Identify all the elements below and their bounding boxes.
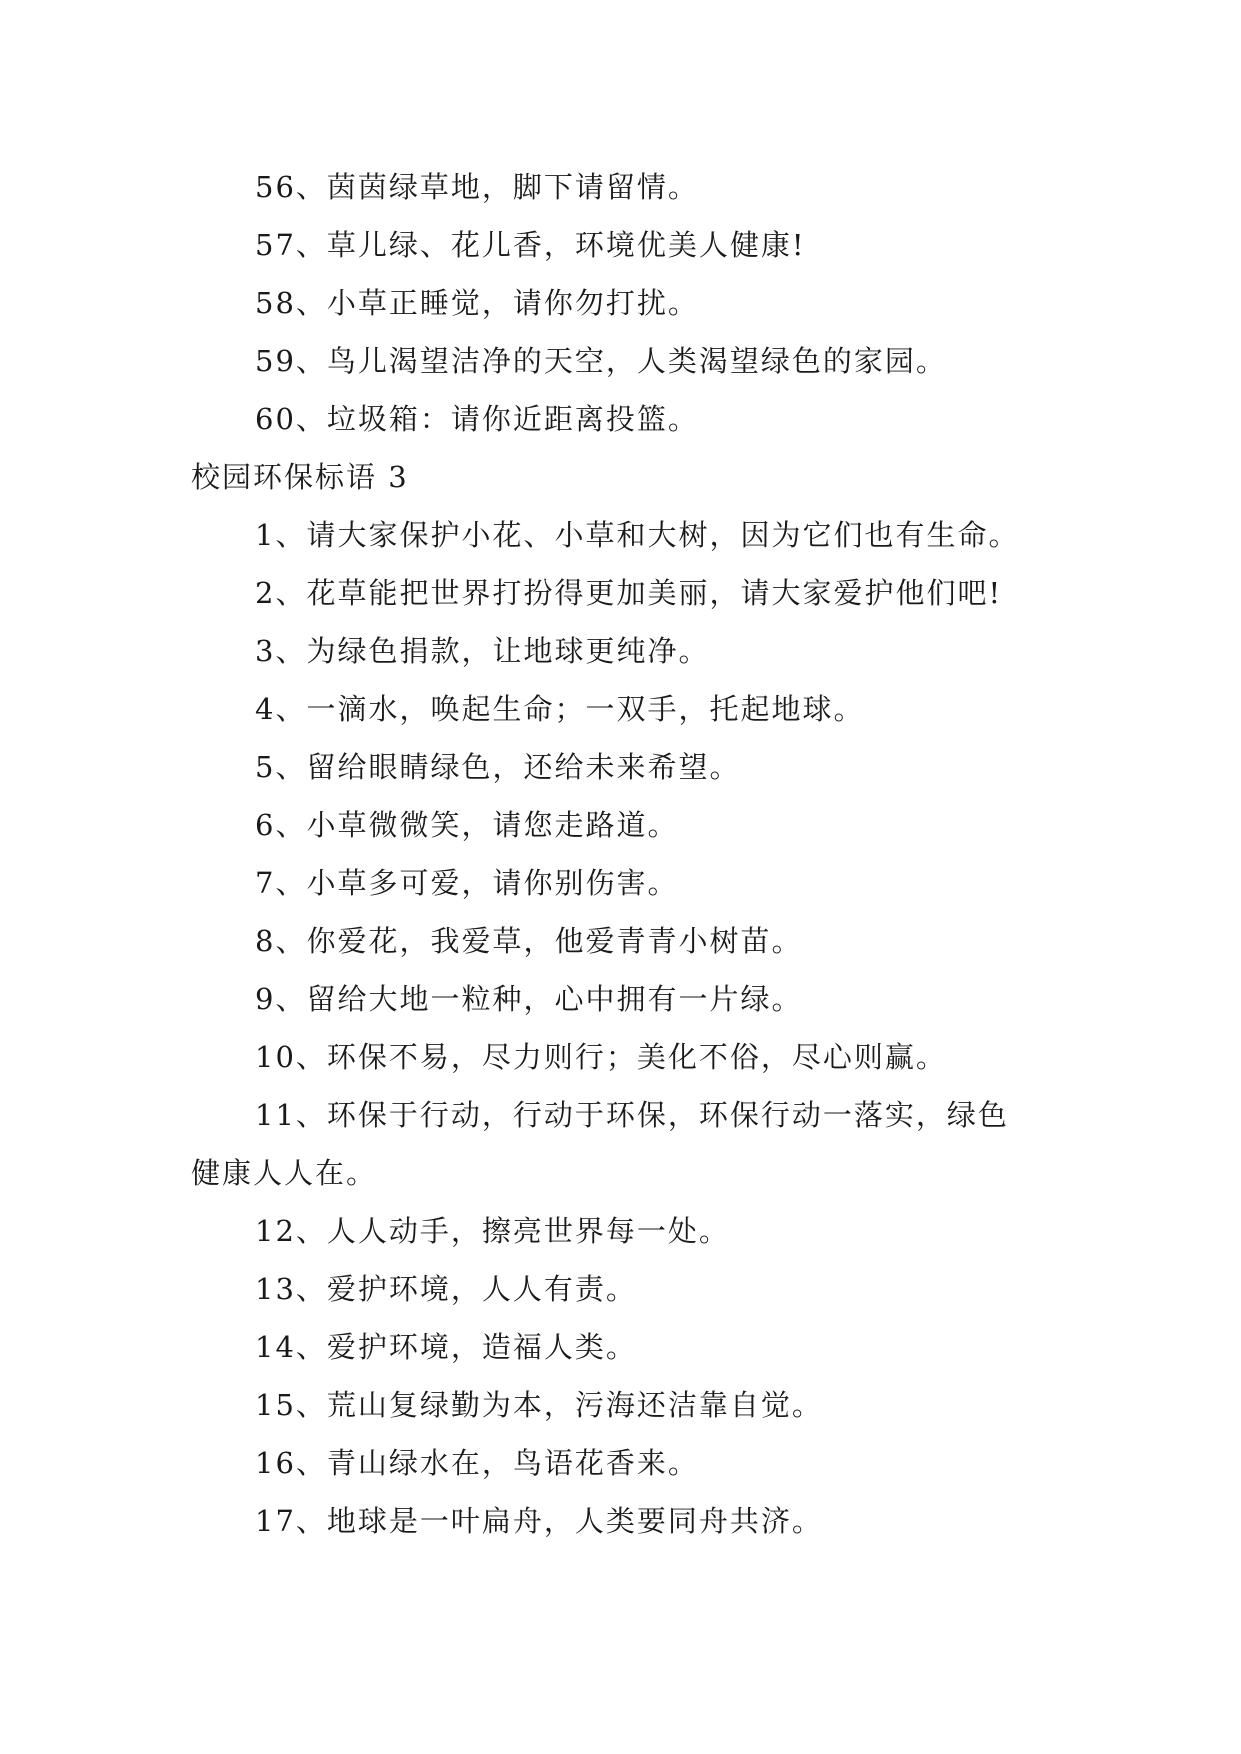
list-item: 7、小草多可爱，请你别伤害。	[255, 866, 679, 900]
section-heading: 校园环保标语 3	[191, 460, 409, 494]
list-item: 1、请大家保护小花、小草和大树，因为它们也有生命。	[255, 518, 1020, 552]
list-item: 6、小草微微笑，请您走路道。	[255, 808, 679, 842]
list-item: 58、小草正睡觉，请你勿打扰。	[255, 286, 699, 320]
list-item: 60、垃圾箱：请你近距离投篮。	[255, 402, 699, 436]
list-item: 59、鸟儿渴望洁净的天空，人类渴望绿色的家园。	[255, 344, 947, 378]
document-body	[191, 158, 1071, 1550]
list-item: 15、荒山复绿勤为本，污海还洁靠自觉。	[255, 1388, 823, 1422]
list-item: 16、青山绿水在，鸟语花香来。	[255, 1446, 699, 1480]
list-item: 4、一滴水，唤起生命；一双手，托起地球。	[255, 692, 865, 726]
list-item: 5、留给眼睛绿色，还给未来希望。	[255, 750, 741, 784]
list-item-wrapped-line-2: 健康人人在。	[191, 1156, 378, 1190]
list-item: 17、地球是一叶扁舟，人类要同舟共济。	[255, 1504, 823, 1538]
list-item: 12、人人动手，擦亮世界每一处。	[255, 1214, 730, 1248]
list-item: 3、为绿色捐款，让地球更纯净。	[255, 634, 710, 668]
list-item: 13、爱护环境，人人有责。	[255, 1272, 637, 1306]
list-item: 9、留给大地一粒种，心中拥有一片绿。	[255, 982, 803, 1016]
list-item: 2、花草能把世界打扮得更加美丽，请大家爱护他们吧!	[255, 576, 1003, 610]
list-item: 8、你爱花，我爱草，他爱青青小树苗。	[255, 924, 803, 958]
list-item: 14、爱护环境，造福人类。	[255, 1330, 637, 1364]
list-item-wrapped-line-1: 11、环保于行动，行动于环保，环保行动一落实，绿色	[255, 1098, 1009, 1132]
list-item: 56、茵茵绿草地，脚下请留情。	[255, 170, 699, 204]
list-item: 57、草儿绿、花儿香，环境优美人健康!	[255, 228, 806, 262]
list-item: 10、环保不易，尽力则行；美化不俗，尽心则赢。	[255, 1040, 947, 1074]
